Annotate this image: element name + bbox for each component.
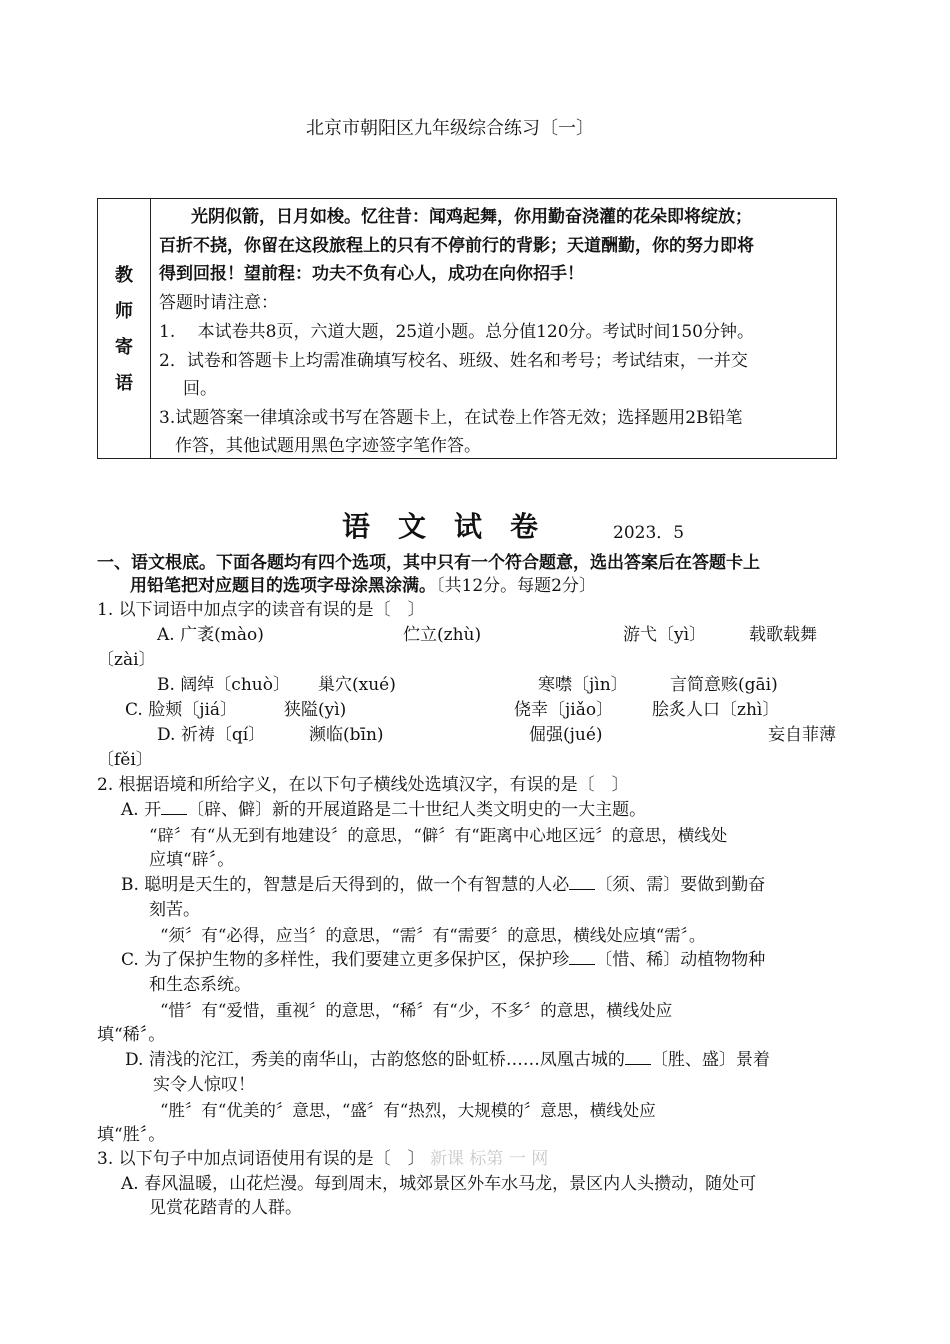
q2-option-c-cont: 和生态系统。: [149, 975, 251, 995]
q1-option-d: D. 祈祷〔qí〕: [157, 725, 266, 745]
notice-item: 2．试卷和答题卡上均需准确填写校名、班级、姓名和考号；考试结束，一并交: [159, 351, 748, 371]
q2-text: 〔胜、盛〕景着: [650, 1050, 770, 1070]
q2-option-d-note: “胜〞有“优美的〞意思，“盛〞有“热烈，大规模的〞意思，横线处应: [160, 1101, 656, 1120]
fill-blank: [569, 873, 595, 890]
teacher-notice-box: [97, 198, 837, 459]
q1-option-c: C. 脸颊〔jiá〕: [125, 700, 238, 720]
q3-option-a: 见赏花踏青的人群。: [149, 1198, 302, 1218]
q3-stem: 3. 以下句子中加点词语使用有误的是〔 〕: [97, 1149, 425, 1169]
section-heading: 一、语文根底。下面各题均有四个选项，其中只有一个符合题意，选出答案后在答题卡上: [97, 553, 760, 573]
q2-option-d-cont: 实令人惊叹！: [153, 1075, 255, 1095]
q2-text: 〔须、需〕要做到勤奋: [595, 875, 766, 895]
q1-option-b: 寒噤〔jìn〕: [538, 675, 628, 695]
q2-option-a-note: 应填“辟〞。: [149, 850, 235, 870]
q2-option-b-note: “须〞有“必得，应当〞的意思，“需〞有“需要〞的意思，横线处应填“需〞。: [160, 926, 706, 945]
notice-bold-line: 百折不挠，你留在这段旅程上的只有不停前行的背影；天道酬勤，你的努力即将: [159, 236, 754, 256]
q3-option-a: A. 春风温暖，山花烂漫。每到周末，城郊景区外车水马龙，景区内人头攒动，随处可: [121, 1174, 757, 1194]
notice-item: 3.试题答案一律填涂或书写在答题卡上，在试卷上作答无效；选择题用2B铅笔: [159, 408, 743, 428]
notice-item: 1. 本试卷共8页，六道大题，25道小题。总分值120分。考试时间150分钟。: [159, 322, 754, 342]
q1-option-b: 言简意赅(gāi): [670, 675, 778, 695]
fill-blank: [625, 1048, 651, 1065]
side-char: 师: [115, 301, 133, 322]
notice-bold-line: 得到回报！望前程：功夫不负有心人，成功在向你招手！: [159, 264, 584, 284]
q2-text: D. 清浅的沱江，秀美的南华山，古韵悠悠的卧虹桥……凤凰古城的: [125, 1050, 625, 1070]
exam-date: 2023．5: [613, 523, 685, 543]
q2-option-d-note: 填“胜〞。: [97, 1125, 166, 1145]
q1-option-a: 〔zài〕: [97, 650, 156, 670]
side-char: 教: [115, 265, 133, 286]
section-heading-bold: 用铅笔把对应题目的选项字母涂黑涂满。: [130, 576, 436, 596]
q2-text: 〔惜、稀〕动植物物种: [595, 950, 766, 970]
notice-divider: [150, 199, 151, 458]
exam-title: 语文试卷: [342, 510, 567, 543]
q3-stem-line: [97, 1147, 548, 1172]
q2-text: B. 聪明是天生的，智慧是后天得到的，做一个有智慧的人必: [121, 875, 570, 895]
notice-bold-line: 光阴似箭，日月如梭。忆往昔：闻鸡起舞，你用勤奋浇灌的花朵即将绽放；: [191, 207, 752, 227]
q1-option-c: 侥幸〔jiǎo〕: [514, 700, 614, 720]
q2-text: 〔辟、僻〕新的开展道路是二十世纪人类文明史的一大主题。: [187, 800, 647, 820]
q1-option-a: 游弋〔yì〕: [623, 625, 707, 645]
q2-option-b-cont: 刻苦。: [149, 900, 200, 920]
section-heading-line2: [130, 574, 596, 599]
q1-option-a: 伫立(zhù): [403, 625, 482, 645]
q2-option-c: [121, 948, 765, 973]
fill-blank: [161, 798, 187, 815]
q1-option-c: 狭隘(yì): [284, 700, 347, 720]
fill-blank: [569, 948, 595, 965]
notice-item: 回。: [183, 379, 217, 399]
q1-option-a: 载歌载舞: [749, 625, 817, 645]
notice-intro: 答题时请注意：: [159, 293, 278, 313]
q1-option-d: 濒临(bīn): [309, 725, 384, 745]
q1-option-d: 〔fěi〕: [97, 750, 153, 770]
q2-stem: 2. 根据语境和所给字义，在以下句子横线处选填汉字，有误的是〔 〕: [97, 775, 629, 795]
q2-option-d: [125, 1048, 770, 1073]
watermark: 新课 标第 一 网: [430, 1149, 549, 1169]
notice-item: 作答，其他试题用黑色字迹签字笔作答。: [175, 436, 481, 456]
q2-option-a: [121, 798, 646, 823]
page-title: 北京市朝阳区九年级综合练习〔一〕: [306, 118, 594, 139]
q2-text: C. 为了保护生物的多样性，我们要建立更多保护区，保护珍: [121, 950, 570, 970]
q1-stem: 1. 以下词语中加点字的读音有误的是〔 〕: [97, 600, 425, 620]
q1-option-d: 妄自菲薄: [768, 725, 836, 745]
q1-option-c: 脍炙人口〔zhì〕: [652, 700, 780, 720]
q1-option-b: 巢穴(xué): [318, 675, 396, 695]
q2-option-c-note: “惜〞有“爱惜，重视〞的意思，“稀〞有“少，不多〞的意思，横线处应: [160, 1001, 673, 1020]
side-char: 语: [115, 373, 133, 394]
q2-option-a-note: “辟〞有“从无到有地建设〞的意思，“僻〞有“距离中心地区远〞的意思，横线处: [149, 826, 728, 845]
section-score: 〔共12分。每题2分〕: [436, 576, 596, 596]
q1-option-d: 倔强(jué): [529, 725, 603, 745]
side-char: 寄: [115, 337, 133, 358]
q1-option-b: B. 阔绰〔chuò〕: [157, 675, 290, 695]
q2-option-c-note: 填“稀〞。: [97, 1025, 166, 1045]
q2-text: A. 开: [121, 800, 162, 820]
q2-option-b: [121, 873, 765, 898]
q1-option-a: A. 广袤(mào): [157, 625, 264, 645]
